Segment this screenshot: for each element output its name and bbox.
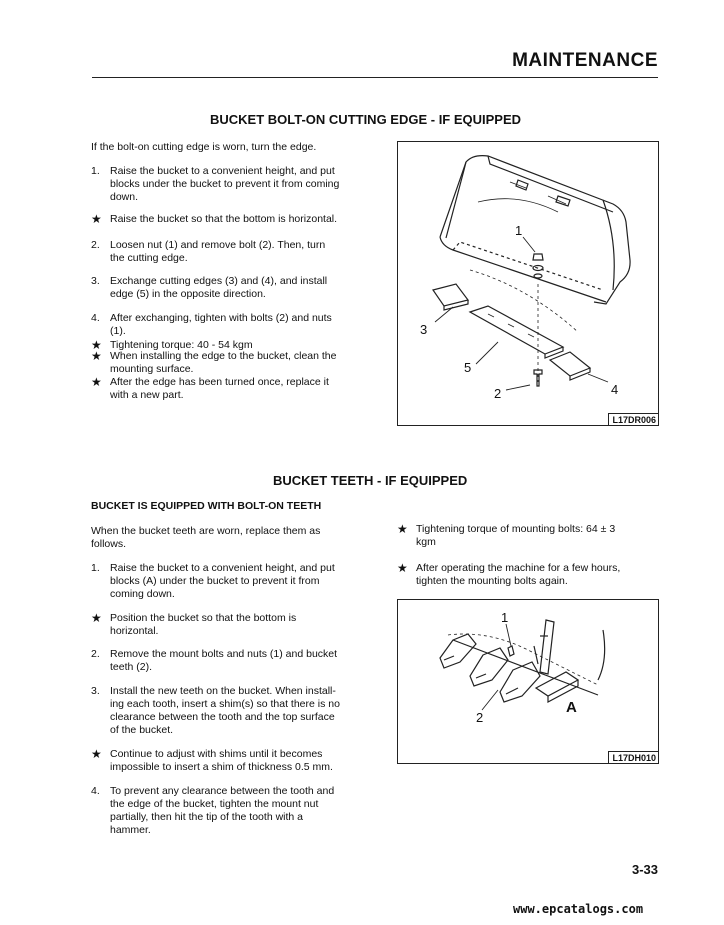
step-line: (1). — [110, 325, 126, 337]
figure-label-l17dh010: L17DH010 — [608, 751, 658, 763]
step-line: Tightening torque of mounting bolts: 64 ± 3 — [416, 523, 616, 535]
step-text — [110, 239, 325, 265]
step-line: To prevent any clearance between the tooth and — [110, 785, 335, 797]
figure-bucket-cutting-edge — [397, 141, 659, 426]
step-line: Remove the mount bolts and nuts (1) and bucket — [110, 648, 338, 660]
star-icon: ★ — [91, 747, 102, 761]
step-number: 4. — [91, 312, 100, 324]
step-line: blocks (A) under the bucket to prevent it from — [110, 575, 320, 587]
section-title-bucket-teeth: BUCKET TEETH - IF EQUIPPED — [273, 473, 468, 488]
step-line: blocks under the bucket to prevent it from coming — [110, 178, 340, 190]
step-number: 3. — [91, 685, 100, 697]
star-icon: ★ — [397, 522, 408, 536]
step-line: down. — [110, 191, 139, 203]
step-text — [416, 562, 620, 588]
step-line: the edge of the bucket, tighten the mount nut — [110, 798, 319, 810]
section1-intro: If the bolt-on cutting edge is worn, turn the edge. — [91, 141, 317, 153]
step-line: coming down. — [110, 588, 175, 600]
step-text — [110, 312, 332, 338]
step-text — [110, 350, 336, 376]
step-text — [110, 748, 333, 774]
step-line: ing each tooth, insert a shim(s) so that there is no — [110, 698, 340, 710]
step-number: 2. — [91, 648, 100, 660]
step-line: impossible to insert a shim of thickness 0.5 mm. — [110, 761, 333, 773]
star-icon: ★ — [91, 349, 102, 363]
step-line: mounting surface. — [110, 363, 194, 375]
step-line: When installing the edge to the bucket, clean the — [110, 350, 337, 362]
step-line: After exchanging, tighten with bolts (2) and nuts — [110, 312, 332, 324]
bucket-teeth-illustration — [398, 600, 658, 763]
callout-3: 3 — [420, 322, 428, 337]
bucket-cutting-edge-illustration — [398, 142, 658, 425]
step-line: of the bucket. — [110, 724, 174, 736]
section2-subtitle: BUCKET IS EQUIPPED WITH BOLT-ON TEETH — [91, 500, 322, 512]
section2-intro — [91, 525, 320, 551]
step-text — [110, 685, 340, 737]
section2-intro-line: follows. — [91, 538, 127, 550]
callout-4: 4 — [611, 382, 619, 397]
step-line: hammer. — [110, 824, 151, 836]
page-number: 3-33 — [631, 862, 658, 877]
step-text — [110, 785, 334, 837]
step-line: Loosen nut (1) and remove bolt (2). Then, turn — [110, 239, 326, 251]
step-line: Raise the bucket to a convenient height, and put — [110, 562, 335, 574]
step-line: Position the bucket so that the bottom is — [110, 612, 297, 624]
star-icon: ★ — [91, 338, 102, 352]
step-text — [110, 612, 296, 638]
section-title-cutting-edge: BUCKET BOLT-ON CUTTING EDGE - IF EQUIPPED — [210, 112, 522, 127]
callout-a: A — [566, 699, 577, 716]
page-header-title: MAINTENANCE — [512, 50, 658, 71]
step-text — [110, 213, 337, 226]
step-text — [110, 165, 339, 204]
step-line: tighten the mounting bolts again. — [416, 575, 568, 587]
step-line: Continue to adjust with shims until it becomes — [110, 748, 323, 760]
figure-label-l17dr006: L17DR006 — [608, 413, 658, 425]
star-icon: ★ — [397, 561, 408, 575]
step-number: 2. — [91, 239, 100, 251]
callout-2: 2 — [494, 386, 502, 401]
step-number: 1. — [91, 562, 100, 574]
step-line: the cutting edge. — [110, 252, 188, 264]
figure-bucket-teeth — [397, 599, 659, 764]
step-line: Exchange cutting edges (3) and (4), and install — [110, 275, 328, 287]
step-line: After operating the machine for a few hours, — [416, 562, 621, 574]
step-number: 1. — [91, 165, 100, 177]
step-text — [110, 275, 327, 301]
step-text — [416, 523, 615, 549]
step-number: 4. — [91, 785, 100, 797]
step-line: Tightening torque: 40 - 54 kgm — [110, 339, 253, 351]
step-line: After the edge has been turned once, replace it — [110, 376, 329, 388]
step-line: Raise the bucket to a convenient height, and put — [110, 165, 335, 177]
step-line: partially, then hit the tip of the tooth with a — [110, 811, 304, 823]
star-icon: ★ — [91, 611, 102, 625]
callout-1: 1 — [515, 223, 523, 238]
step-text — [110, 562, 335, 601]
step-text — [110, 648, 337, 674]
header-divider — [92, 77, 658, 78]
watermark: www.epcatalogs.com — [513, 902, 644, 916]
callout-5: 5 — [464, 360, 472, 375]
step-line: clearance between the tooth and the top surface — [110, 711, 335, 723]
step-line: Install the new teeth on the bucket. When install- — [110, 685, 336, 697]
star-icon: ★ — [91, 375, 102, 389]
step-line: kgm — [416, 536, 436, 548]
star-icon: ★ — [91, 212, 102, 226]
callout-1: 1 — [501, 610, 509, 625]
step-line: Raise the bucket so that the bottom is horizontal. — [110, 213, 338, 225]
step-number: 3. — [91, 275, 100, 287]
callout-2: 2 — [476, 710, 484, 725]
step-line: horizontal. — [110, 625, 159, 637]
section2-intro-line: When the bucket teeth are worn, replace them as — [91, 525, 321, 537]
step-line: with a new part. — [110, 389, 184, 401]
step-text — [110, 376, 329, 402]
step-line: teeth (2). — [110, 661, 153, 673]
step-line: edge (5) in the opposite direction. — [110, 288, 266, 300]
